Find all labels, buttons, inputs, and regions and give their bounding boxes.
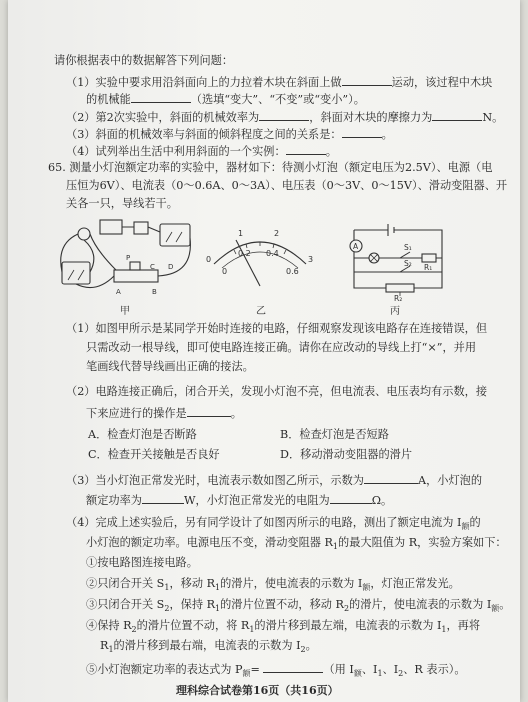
prev-q1-text4: （选填“变大”、“不变”或“变小”）。 <box>190 93 365 106</box>
prev-q3 <box>66 126 393 142</box>
q65-line1 <box>48 161 492 175</box>
label-r2: R₂ <box>394 294 403 302</box>
step-text: R <box>100 639 109 652</box>
step-text: ，灯泡正常发光。 <box>370 577 460 590</box>
resistor-r1-icon <box>422 254 436 262</box>
question-number: 65. <box>48 161 66 174</box>
subscript: 1 <box>164 583 170 593</box>
svg-text:A: A <box>116 288 121 296</box>
step-text: 的滑片移到最左端，电流表的示数为 I <box>254 619 442 632</box>
p2-line1: （2）电路连接正确后，闭合开关，发现小灯泡不亮，但电流表、电压表均有示数，接 <box>66 385 488 398</box>
answer-blank[interactable] <box>432 109 482 121</box>
prev-q1-text2: 运动，该过程中木块 <box>391 76 493 89</box>
step-text: 、I <box>361 663 378 676</box>
figure-yi-caption: 乙 <box>256 306 266 317</box>
step-1: ①按电路图连接电路。 <box>86 556 198 569</box>
subscript: 1 <box>108 645 114 655</box>
p1-line2: 只需改动一根导线，即可使电路连接正确。请你在应改动的导线上打“×”，并用 <box>86 341 477 354</box>
prev-q1-line2 <box>86 91 365 107</box>
subscript: 额 <box>491 604 500 614</box>
step-3 <box>86 598 510 616</box>
figure-jia-caption: 甲 <box>120 306 130 317</box>
p3-text5: Ω。 <box>371 494 393 507</box>
tick-label: 0.6 <box>286 267 299 276</box>
step-text: （用 I <box>323 663 354 676</box>
prev-q3-text: （3）斜面的机械效率与斜面的倾斜程度之间的关系是： <box>66 128 342 141</box>
step-text: 的滑片位置不动，移动 R <box>220 598 344 611</box>
p4-text3: 小灯泡的额定功率。电源电压不变，滑动变阻器 R <box>86 536 333 549</box>
prev-q3-end: 。 <box>381 128 393 141</box>
step-4-cont <box>100 639 317 657</box>
step-5 <box>86 661 466 681</box>
page-footer: 理科综合试卷第16页（共16页） <box>176 684 339 697</box>
label-r1: R₁ <box>424 263 433 272</box>
subscript: 2 <box>131 625 137 635</box>
p3-line2 <box>86 492 392 508</box>
subscript: 2 <box>164 604 170 614</box>
p2-text: 下来应进行的操作是 <box>86 407 187 420</box>
step-text: ，保持 R <box>169 598 215 611</box>
label-s1: S₁ <box>404 243 412 252</box>
step-text: ④保持 R <box>86 619 132 632</box>
p4-line2 <box>86 536 507 554</box>
q65-line3: 关各一只，导线若干。 <box>66 197 178 210</box>
p3-text3: 额定功率为 <box>86 494 142 507</box>
option-d[interactable]: D．移动滑动变阻器的滑片 <box>280 448 413 461</box>
step-text: 、I <box>382 663 399 676</box>
option-a[interactable]: A．检查灯泡是否断路 <box>88 428 197 441</box>
p3-text2: A，小灯泡的 <box>418 474 483 487</box>
tick-label: 2 <box>274 229 280 238</box>
p4-line1 <box>66 516 481 534</box>
figure-bing-circuit <box>342 218 452 302</box>
voltmeter-icon <box>62 262 90 284</box>
step-text: 的滑片，使电流表的示数为 I <box>349 598 492 611</box>
subscript: 额 <box>242 669 251 679</box>
step-text: ，移动 R <box>169 577 215 590</box>
battery-icon <box>100 220 122 234</box>
option-c[interactable]: C．检查开关接触是否良好 <box>88 448 220 461</box>
label-s2: S₂ <box>404 259 412 268</box>
subscript: 1 <box>332 542 339 552</box>
prev-q4 <box>66 143 337 159</box>
subscript: 1 <box>215 583 221 593</box>
rheostat-icon <box>114 270 158 282</box>
ammeter-icon <box>160 224 190 246</box>
option-b[interactable]: B．检查灯泡是否短路 <box>280 428 389 441</box>
svg-text:B: B <box>152 288 157 296</box>
subscript: 2 <box>343 604 350 614</box>
svg-text:P: P <box>126 254 131 262</box>
slider-icon <box>130 262 140 270</box>
svg-text:D: D <box>168 263 174 271</box>
step-text: 的滑片移到最右端，电流表的示数为 I <box>113 639 301 652</box>
p3-line1 <box>66 472 482 488</box>
step-text: ⑤小灯泡额定功率的表达式为 P <box>86 663 243 676</box>
subscript: 1 <box>441 625 447 635</box>
prev-q4-end: 。 <box>325 145 337 158</box>
subscript: 额 <box>353 669 362 679</box>
figure-jia-circuit <box>56 214 196 304</box>
tick-label: 0 <box>222 267 228 276</box>
tick-label: 0 <box>206 255 212 264</box>
subscript: 2 <box>398 669 404 679</box>
needle <box>236 240 260 286</box>
prev-q2-text2: ，斜面对木块的摩擦力为 <box>309 111 433 124</box>
prev-q1-text3: 的机械能 <box>86 93 131 106</box>
prev-q1-line1 <box>66 74 492 90</box>
prev-q4-text: （4）试列举出生活中利用斜面的一个实例： <box>66 145 286 158</box>
prev-q2-text3: N。 <box>482 111 504 124</box>
answer-blank[interactable] <box>330 492 372 504</box>
lamp-icon <box>78 228 90 240</box>
step-text: ，再将 <box>446 619 481 632</box>
answer-blank[interactable] <box>259 109 309 121</box>
answer-blank[interactable] <box>342 74 392 86</box>
svg-text:C: C <box>150 263 155 271</box>
prev-q2-text: （2）第2次实验中，斜面的机械效率为 <box>66 111 260 124</box>
subscript: 1 <box>377 669 383 679</box>
subscript: 2 <box>300 645 306 655</box>
prev-intro: 请你根据表中的数据解答下列问题： <box>54 54 234 67</box>
subscript: 1 <box>249 625 255 635</box>
figure-yi-ammeter-dial <box>204 222 316 292</box>
answer-blank[interactable] <box>131 91 191 103</box>
tick-label: 0.4 <box>266 249 279 258</box>
step-text: 的滑片，使电流表的示数为 I <box>220 577 363 590</box>
tick-label: 3 <box>308 255 314 264</box>
p3-text: （3）当小灯泡正常发光时，电流表示数如图乙所示，示数为 <box>66 474 364 487</box>
step-text: ③只闭合开关 S <box>86 598 165 611</box>
p1-line1: （1）如图甲所示是某同学开始时连接的电路，仔细观察发现该电路存在连接错误，但 <box>66 322 488 335</box>
switch-icon <box>134 222 148 234</box>
step-text: 的滑片位置不动，将 R <box>136 619 250 632</box>
step-2 <box>86 577 460 595</box>
step-text: 。 <box>305 639 317 652</box>
resistor-r2-icon <box>386 284 414 292</box>
figure-bing-caption: 丙 <box>390 306 400 317</box>
prev-q1-text: （1）实验中要求用沿斜面向上的力拉着木块在斜面上做 <box>66 76 342 89</box>
p1-line3: 笔画线代替导线画出正确的接法。 <box>86 360 254 373</box>
step-text: = <box>250 663 264 676</box>
step-text: 、R 表示）。 <box>403 663 466 676</box>
q65-text1: 测量小灯泡额定功率的实验中，器材如下：待测小灯泡（额定电压为2.5V）、电源（电 <box>69 161 493 174</box>
exam-page <box>8 0 520 702</box>
subscript: 额 <box>362 583 371 593</box>
step-4 <box>86 619 480 637</box>
answer-blank[interactable] <box>342 126 382 138</box>
subscript: 额 <box>461 522 470 532</box>
p4-text2: 的 <box>469 516 481 529</box>
step-text: ②只闭合开关 S <box>86 577 165 590</box>
p4-text: （4）完成上述实验后，另有同学设计了如图丙所示的电路，测出了额定电流为 I <box>66 516 462 529</box>
tick-label: 1 <box>238 229 244 238</box>
prev-q2 <box>66 109 503 125</box>
p2-line2 <box>86 405 242 421</box>
p4-text4: 的最大阻值为 R，实验方案如下： <box>338 536 507 549</box>
q65-line2: 压恒为6V）、电流表（0～0.6A、0～3A）、电压表（0～3V、0～15V）、滑动变阻器、开 <box>66 179 508 192</box>
p3-text4: W，小灯泡正常发光的电阻为 <box>183 494 330 507</box>
p2-end: 。 <box>230 407 242 420</box>
subscript: 1 <box>215 604 221 614</box>
answer-blank[interactable] <box>364 472 418 484</box>
tick-label: 0.2 <box>238 249 251 258</box>
step-text: 。 <box>499 598 511 611</box>
label-a: A <box>353 242 359 251</box>
answer-blank[interactable] <box>187 405 231 417</box>
answer-blank[interactable] <box>142 492 184 504</box>
answer-blank[interactable] <box>263 661 323 673</box>
answer-blank[interactable] <box>286 143 326 155</box>
